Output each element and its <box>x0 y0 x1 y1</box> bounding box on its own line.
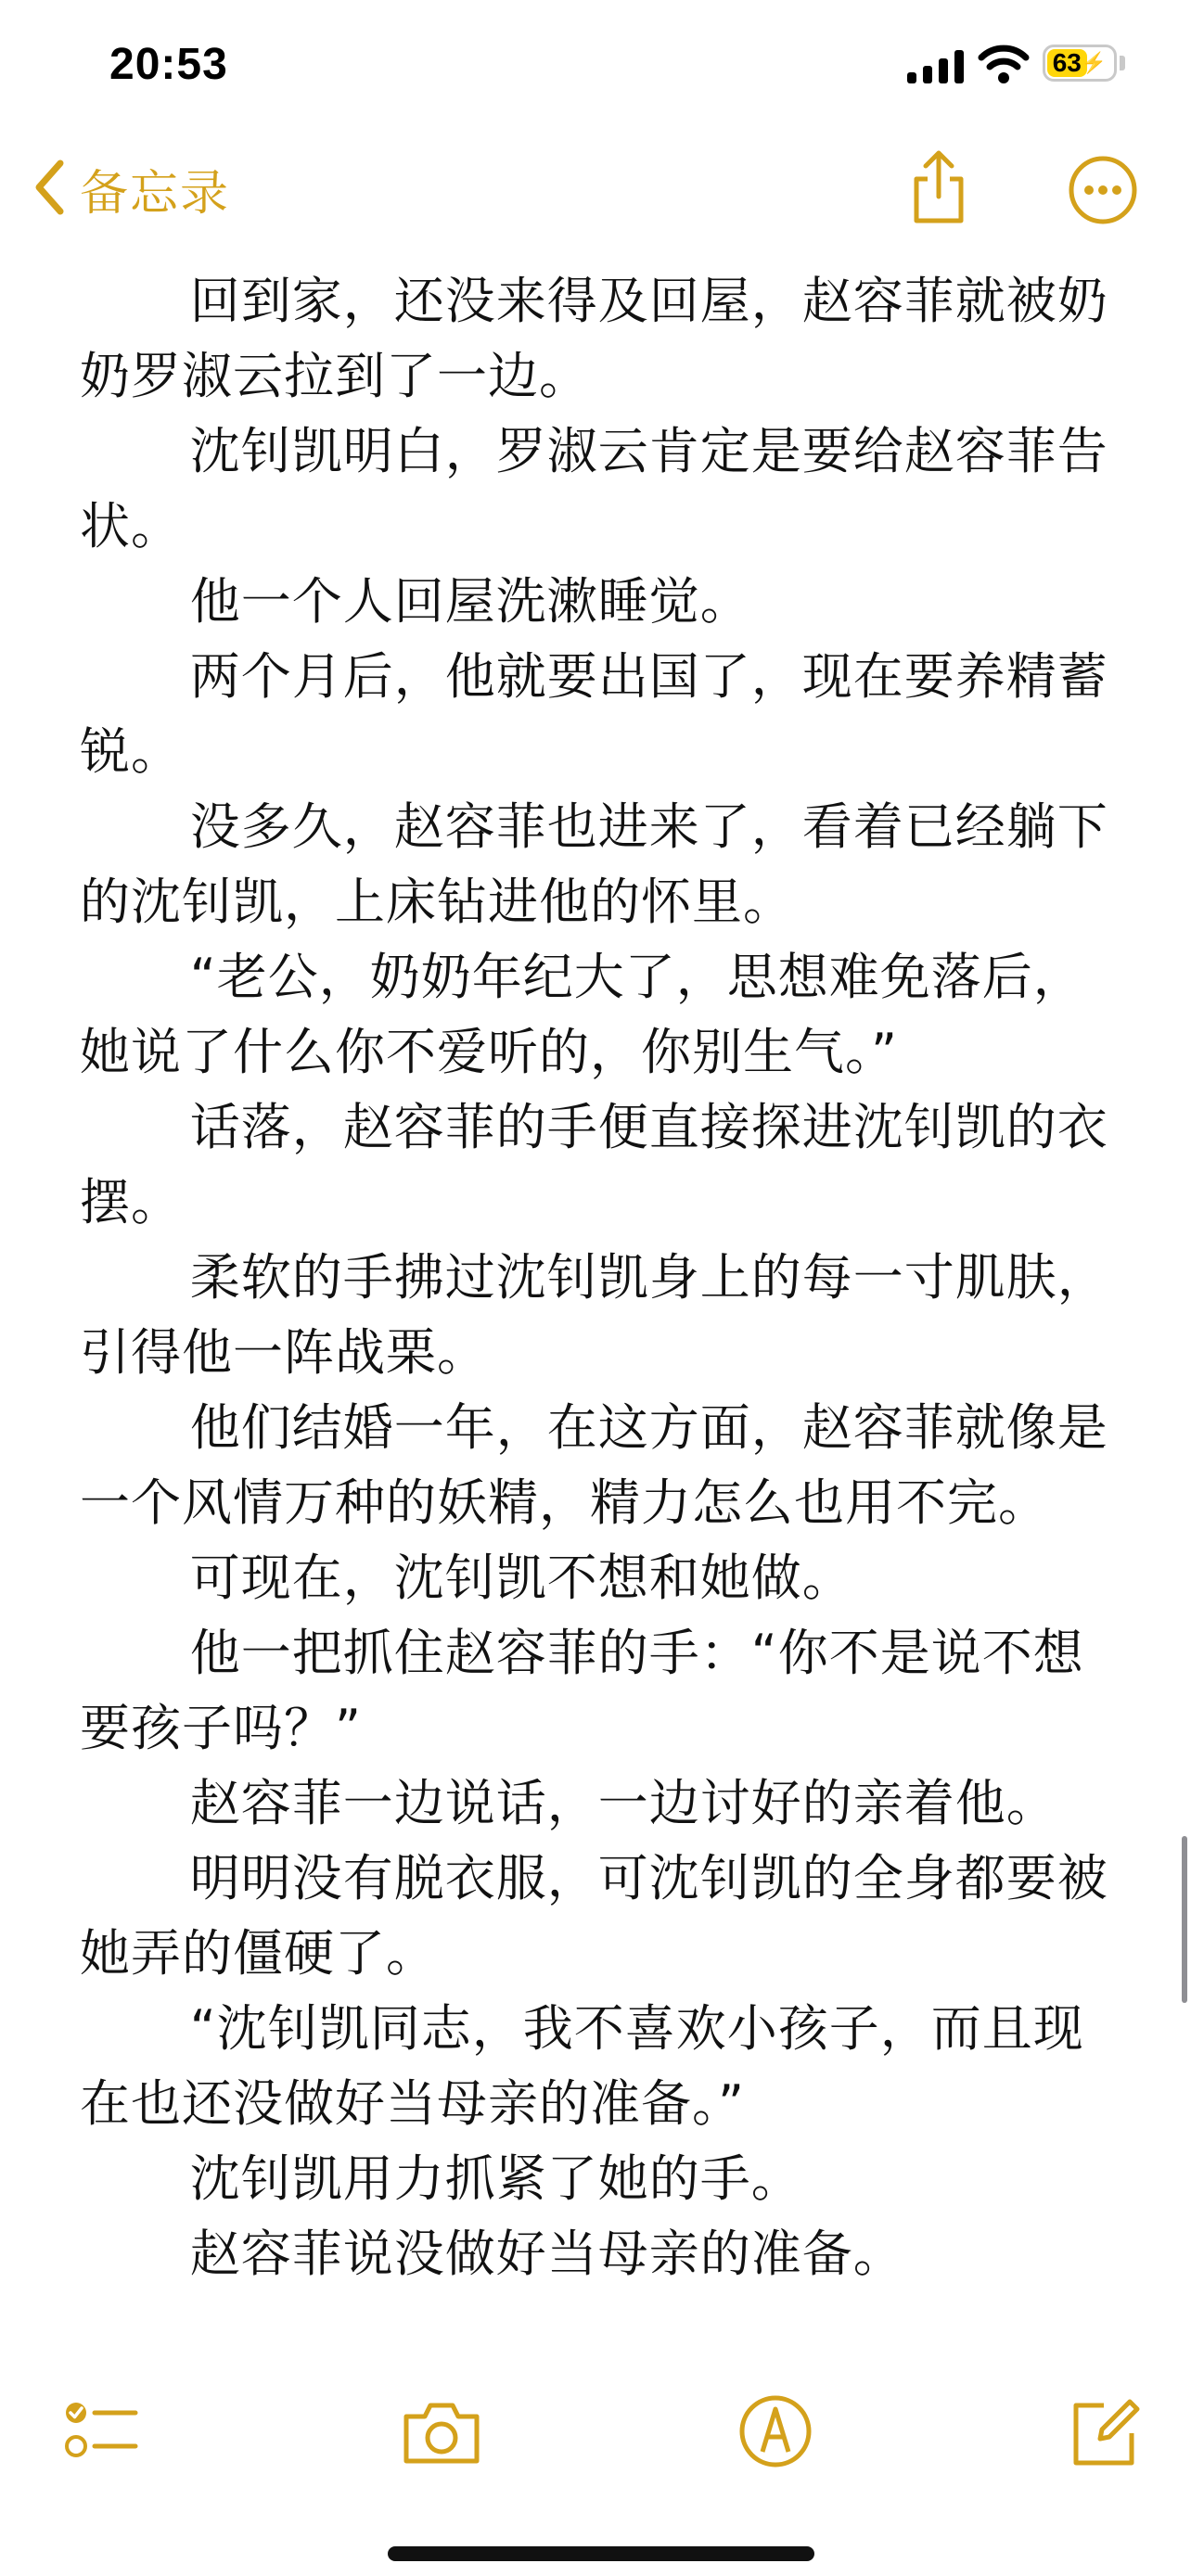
note-paragraph: 明明没有脱衣服，可沈钊凯的全身都要被她弄的僵硬了。 <box>80 1849 1108 1983</box>
checklist-icon <box>61 2456 139 2474</box>
note-paragraph: 他们结婚一年，在这方面，赵容菲就像是一个风情万种的妖精，精力怎么也用不完。 <box>80 1398 1108 1532</box>
back-label: 备忘录 <box>80 166 231 222</box>
more-button[interactable] <box>1067 154 1139 230</box>
note-paragraph: 回到家，还没来得及回屋，赵容菲就被奶奶罗淑云拉到了一边。 <box>80 272 1108 405</box>
status-time: 20:53 <box>109 40 228 89</box>
note-paragraph: 赵容菲说没做好当母亲的准备。 <box>189 2225 904 2283</box>
note-paragraph: 话落，赵容菲的手便直接探进沈钊凯的衣摆。 <box>80 1098 1108 1231</box>
battery-icon <box>1043 45 1117 82</box>
cellular-signal-icon <box>907 50 964 83</box>
wifi-icon <box>978 45 1030 87</box>
note-body[interactable] <box>80 263 1119 2291</box>
note-paragraph: 两个月后，他就要出国了，现在要养精蓄锐。 <box>80 647 1108 781</box>
note-paragraph: 沈钊凯用力抓紧了她的手。 <box>189 2149 802 2208</box>
more-icon <box>1067 212 1139 230</box>
share-icon <box>907 212 970 230</box>
note-paragraph: 柔软的手拂过沈钊凯身上的每一寸肌肤，引得他一阵战栗。 <box>80 1248 1108 1382</box>
note-paragraph: 没多久，赵容菲也进来了，看着已经躺下的沈钊凯，上床钻进他的怀里。 <box>80 797 1108 931</box>
vertical-scrollbar[interactable] <box>1182 1836 1187 2003</box>
compose-button[interactable] <box>1067 2392 1145 2474</box>
status-bar <box>0 0 1191 130</box>
battery-percentage: 63 <box>1052 48 1082 77</box>
note-paragraph: 可现在，沈钊凯不想和她做。 <box>189 1549 853 1607</box>
markup-button[interactable] <box>736 2392 814 2474</box>
compose-icon <box>1067 2456 1145 2474</box>
note-paragraph: 沈钊凯明白，罗淑云肯定是要给赵容菲告状。 <box>80 422 1108 555</box>
battery-cap <box>1120 56 1125 70</box>
home-indicator[interactable] <box>388 2546 814 2561</box>
share-button[interactable] <box>907 148 970 230</box>
note-paragraph: 赵容菲一边说话，一边讨好的亲着他。 <box>189 1774 1057 1832</box>
charging-bolt-icon: ⚡ <box>1081 51 1108 74</box>
camera-button[interactable] <box>399 2392 484 2474</box>
note-paragraph: “沈钊凯同志，我不喜欢小孩子，而且现在也还没做好当母亲的准备。” <box>80 1999 1084 2133</box>
camera-icon <box>399 2456 484 2474</box>
note-paragraph: 他一把抓住赵容菲的手：“你不是说不想要孩子吗？” <box>80 1624 1084 1757</box>
note-paragraph: “老公，奶奶年纪大了，思想难免落后，她说了什么你不爱听的，你别生气。” <box>80 948 1084 1081</box>
navigation-bar <box>0 130 1191 250</box>
back-button[interactable] <box>33 154 230 223</box>
checklist-button[interactable] <box>61 2392 139 2474</box>
chevron-left-icon <box>33 159 65 220</box>
markup-icon <box>736 2456 814 2474</box>
bottom-toolbar <box>0 2355 1191 2576</box>
note-paragraph: 他一个人回屋洗漱睡觉。 <box>189 572 751 631</box>
